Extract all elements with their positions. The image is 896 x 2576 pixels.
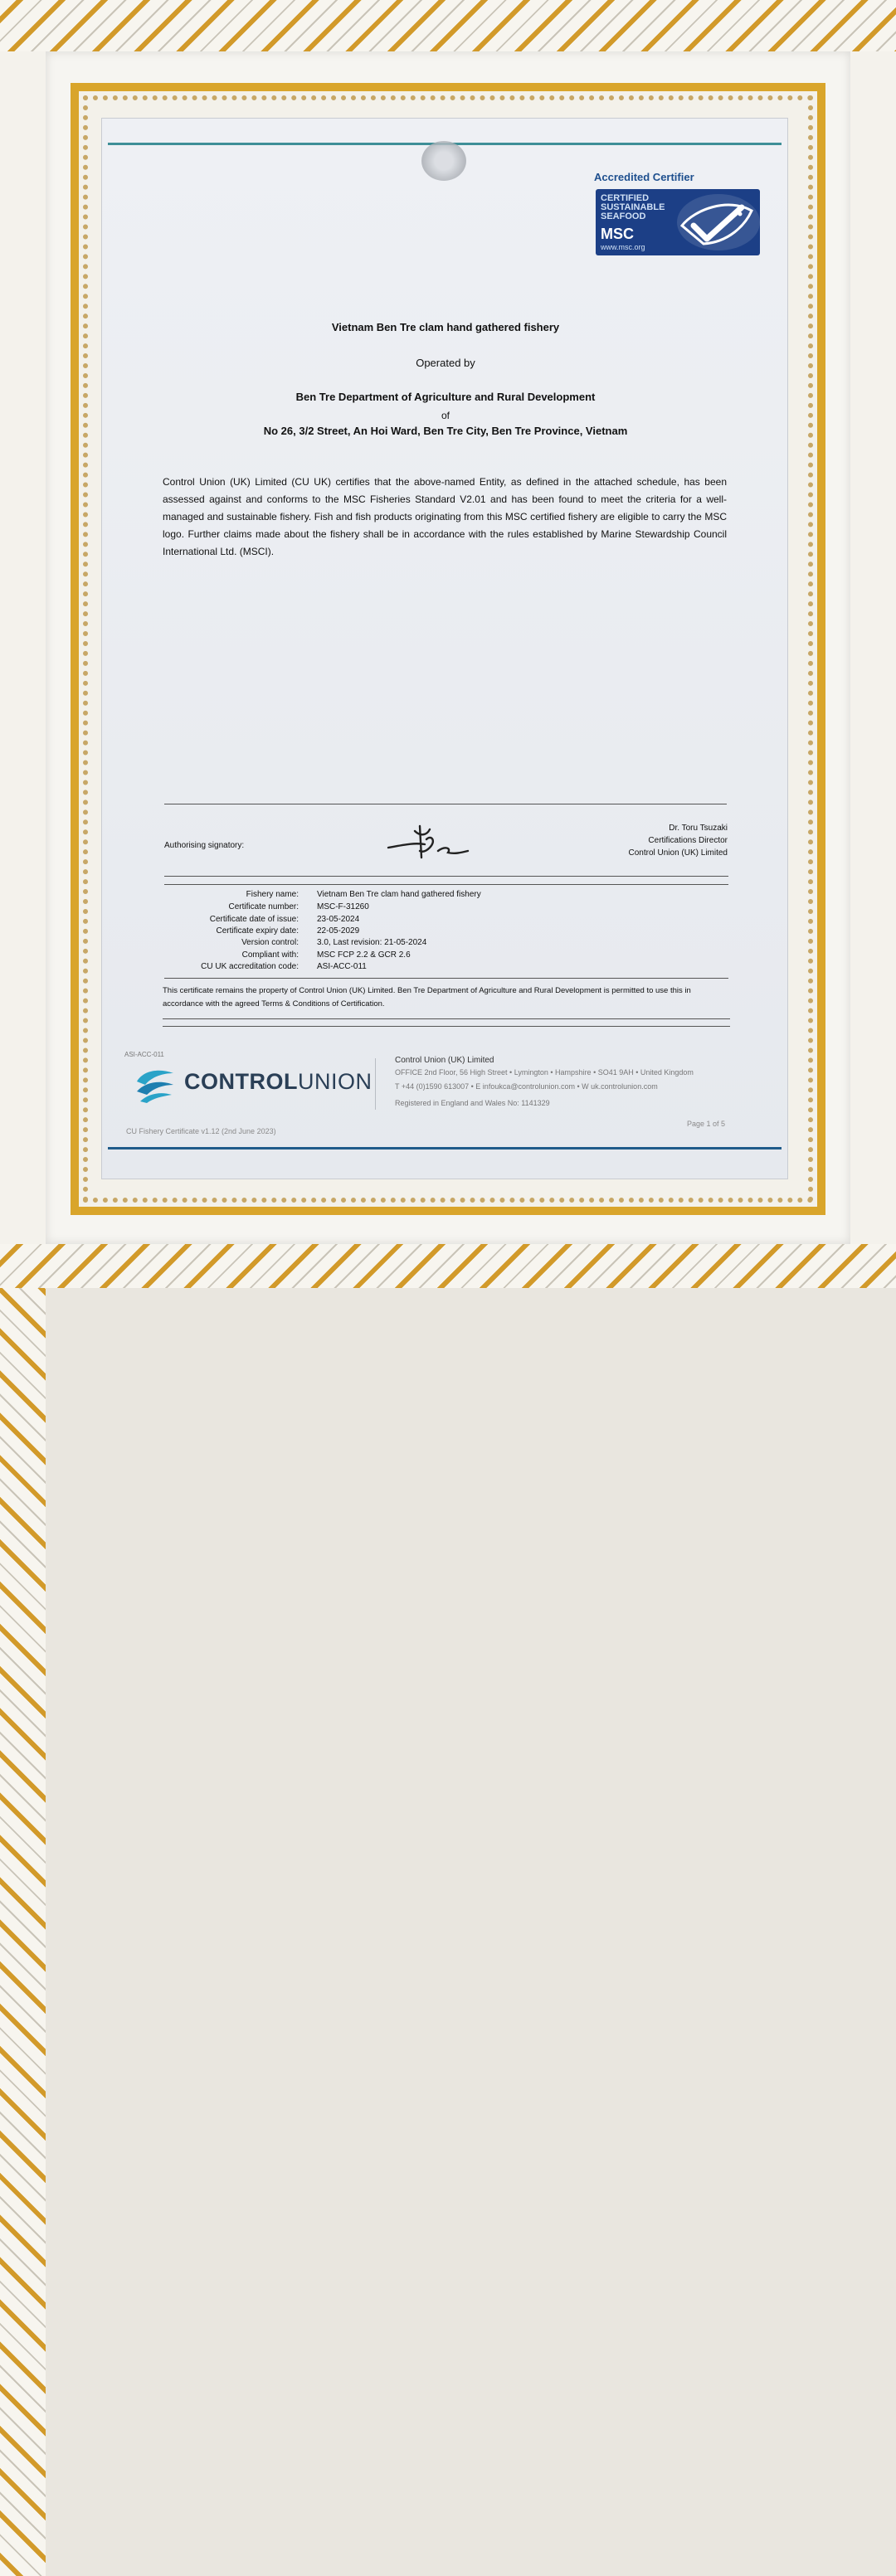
template-version: CU Fishery Certificate v1.12 (2nd June 2023) xyxy=(126,1127,276,1135)
signer-role: Certifications Director xyxy=(648,836,728,845)
divider xyxy=(164,884,728,885)
detail-value: Vietnam Ben Tre clam hand gathered fishery xyxy=(317,890,481,899)
detail-label: Certificate expiry date: xyxy=(216,926,299,936)
fishery-title: Vietnam Ben Tre clam hand gathered fishery xyxy=(331,321,560,333)
detail-row xyxy=(163,950,627,960)
detail-label: Fishery name: xyxy=(246,890,299,899)
of-label: of xyxy=(441,410,450,421)
detail-value: MSC-F-31260 xyxy=(317,902,369,911)
detail-label: Version control: xyxy=(241,938,299,947)
detail-row xyxy=(163,962,627,971)
signer-block xyxy=(581,822,728,859)
divider xyxy=(164,978,728,979)
detail-row xyxy=(163,938,627,947)
footer-registration: Registered in England and Wales No: 1141329 xyxy=(395,1099,550,1107)
detail-row xyxy=(163,902,627,911)
detail-value: 22-05-2029 xyxy=(317,926,360,936)
logo-light: UNION xyxy=(297,1069,373,1094)
signer-name: Dr. Toru Tsuzaki xyxy=(669,824,728,833)
detail-value: MSC FCP 2.2 & GCR 2.6 xyxy=(317,950,411,960)
certification-statement: Control Union (UK) Limited (CU UK) certifies that the above-named Entity, as defined in the attached schedule, has been assessed against and conforms to the MSC Fisheries Standard V2.01 and has been found to meet the criteria for a well-managed and sustainable fishery. Fish and fish products originating from this MSC certified fishery are eligible to carry the MSC logo. Further claims made about the fishery shall be in accordance with the rules established by Marine Stewardship Council International Ltd. (MSCI). xyxy=(163,476,727,557)
operated-by-label: Operated by xyxy=(416,357,475,369)
msc-brand: MSC xyxy=(601,226,634,242)
logo-bold: CONTROL xyxy=(184,1069,298,1094)
detail-label: Certificate date of issue: xyxy=(209,915,299,924)
footer-contact: T +44 (0)1590 613007 • E infoukca@controlunion.com • W uk.controlunion.com xyxy=(395,1082,658,1091)
signer-org: Control Union (UK) Limited xyxy=(628,848,728,858)
msc-line-certified: CERTIFIED xyxy=(601,193,650,203)
divider xyxy=(163,1018,730,1019)
operator-name: Ben Tre Department of Agriculture and Rural Development xyxy=(295,391,596,403)
signature-image xyxy=(382,819,473,863)
detail-row xyxy=(163,890,627,899)
detail-value: 3.0, Last revision: 21-05-2024 xyxy=(317,938,427,947)
footer-address: OFFICE 2nd Floor, 56 High Street • Lymington • Hampshire • SO41 9AH • United Kingdom xyxy=(395,1068,694,1077)
footer-divider xyxy=(375,1058,376,1110)
divider xyxy=(163,1026,730,1027)
msc-line-sustainable: SUSTAINABLE xyxy=(601,202,665,212)
msc-fish-check-icon xyxy=(670,192,762,252)
frame-top-border xyxy=(0,0,896,51)
detail-row xyxy=(163,926,627,936)
detail-value: ASI-ACC-011 xyxy=(317,962,367,971)
frame-bottom-border xyxy=(0,1244,896,1288)
frame-right-border xyxy=(0,1288,46,2576)
detail-row xyxy=(163,915,627,924)
certificate-bottom-rule xyxy=(108,1147,782,1149)
control-union-logo-icon xyxy=(135,1067,175,1103)
paper-clip-mark xyxy=(421,141,466,181)
signatory-label: Authorising signatory: xyxy=(164,841,245,850)
detail-value: 23-05-2024 xyxy=(317,915,360,924)
operator-address: No 26, 3/2 Street, An Hoi Ward, Ben Tre City, Ben Tre Province, Vietnam xyxy=(263,425,628,437)
detail-label: Compliant with: xyxy=(241,950,299,960)
accredited-certifier-label: Accredited Certifier xyxy=(594,171,694,183)
msc-url: www.msc.org xyxy=(601,243,645,251)
asi-code: ASI-ACC-011 xyxy=(124,1051,164,1058)
detail-label: Certificate number: xyxy=(228,902,299,911)
divider xyxy=(164,876,728,877)
control-union-logo-text xyxy=(184,1069,372,1095)
page-number: Page 1 of 5 xyxy=(687,1120,726,1128)
footer-company: Control Union (UK) Limited xyxy=(395,1056,494,1065)
msc-line-seafood: SEAFOOD xyxy=(601,211,646,221)
certificate-paper xyxy=(101,118,788,1179)
detail-label: CU UK accreditation code: xyxy=(201,962,299,971)
certificate-notice: This certificate remains the property of Control Union (UK) Limited. Ben Tre Department of Agriculture and Rural Development is permitted to use this in accordance with the agreed Terms & Conditions of Certification. xyxy=(163,986,691,1009)
